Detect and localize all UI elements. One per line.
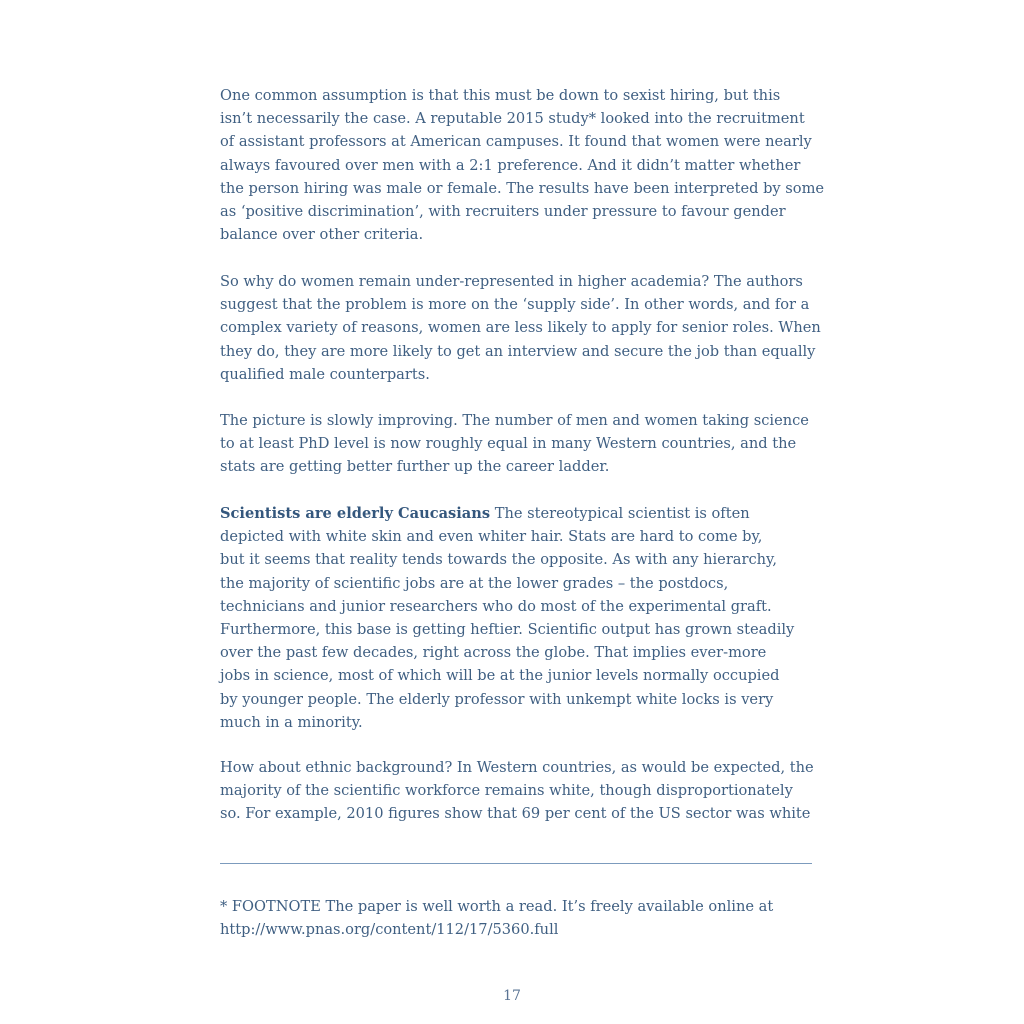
paragraph-2-line: qualified male counterparts. <box>220 365 430 383</box>
paragraph-4-line: depicted with white skin and even whiter hair. Stats are hard to come by, <box>220 528 763 546</box>
paragraph-4-line: much in a minority. <box>220 713 363 731</box>
footnote <box>220 895 816 941</box>
paragraph-1-line: the person hiring was male or female. The results have been interpreted by some <box>220 179 825 197</box>
paragraph-2-line: complex variety of reasons, women are less likely to apply for senior roles. When <box>220 319 821 337</box>
paragraph-5 <box>220 756 814 826</box>
paragraph-4 <box>220 502 794 734</box>
paragraph-2-line: they do, they are more likely to get an interview and secure the job than equally <box>220 342 816 360</box>
paragraph-4-line: over the past few decades, right across the globe. That implies ever-more <box>220 644 767 662</box>
paragraph-1-line: as ‘positive discrimination’, with recruiters under pressure to favour gender <box>220 203 786 221</box>
section-heading: Scientists are elderly Caucasians <box>220 505 491 522</box>
paragraph-1-line: One common assumption is that this must be down to sexist hiring, but this <box>220 87 781 104</box>
paragraph-2-line: So why do women remain under-represented in higher academia? The authors <box>220 273 803 290</box>
page-number: 17 <box>503 988 521 1004</box>
paragraph-4-line: but it seems that reality tends towards the opposite. As with any hierarchy, <box>220 551 777 569</box>
paragraph-4-line: jobs in science, most of which will be at the junior levels normally occupied <box>220 667 780 685</box>
paragraph-2-line: suggest that the problem is more on the ‘supply side’. In other words, and for a <box>220 296 810 314</box>
paragraph-5-line: How about ethnic background? In Western countries, as would be expected, the <box>220 759 814 776</box>
paragraph-1 <box>220 84 824 246</box>
paragraph-4-line: by younger people. The elderly professor with unkempt white locks is very <box>220 690 774 708</box>
paragraph-5-line: majority of the scientific workforce remains white, though disproportionately <box>220 782 793 800</box>
footnote-url[interactable]: http://www.pnas.org/content/112/17/5360.full <box>220 921 559 939</box>
paragraph-4-line: The stereotypical scientist is often <box>490 505 750 522</box>
paragraph-1-line: isn’t necessarily the case. A reputable 2015 study* looked into the recruitment <box>220 110 805 128</box>
footnote-line: * FOOTNOTE The paper is well worth a read. It’s freely available online at <box>220 898 774 915</box>
paragraph-3-line: The picture is slowly improving. The number of men and women taking science <box>220 412 809 429</box>
paragraph-4-line: the majority of scientific jobs are at the lower grades – the postdocs, <box>220 574 729 592</box>
paragraph-1-line: always favoured over men with a 2:1 preference. And it didn’t matter whether <box>220 156 801 174</box>
footnote-divider <box>220 863 812 864</box>
paragraph-3-line: stats are getting better further up the career ladder. <box>220 458 610 476</box>
paragraph-3 <box>220 409 809 479</box>
paragraph-4-line: Furthermore, this base is getting heftier. Scientific output has grown steadily <box>220 621 795 639</box>
paragraph-1-line: balance over other criteria. <box>220 226 424 244</box>
paragraph-5-line: so. For example, 2010 figures show that 69 per cent of the US sector was white <box>220 805 811 823</box>
paragraph-1-line: of assistant professors at American campuses. It found that women were nearly <box>220 133 812 151</box>
paragraph-3-line: to at least PhD level is now roughly equal in many Western countries, and the <box>220 435 797 453</box>
paragraph-2 <box>220 270 821 386</box>
paragraph-4-line: technicians and junior researchers who do most of the experimental graft. <box>220 597 772 615</box>
